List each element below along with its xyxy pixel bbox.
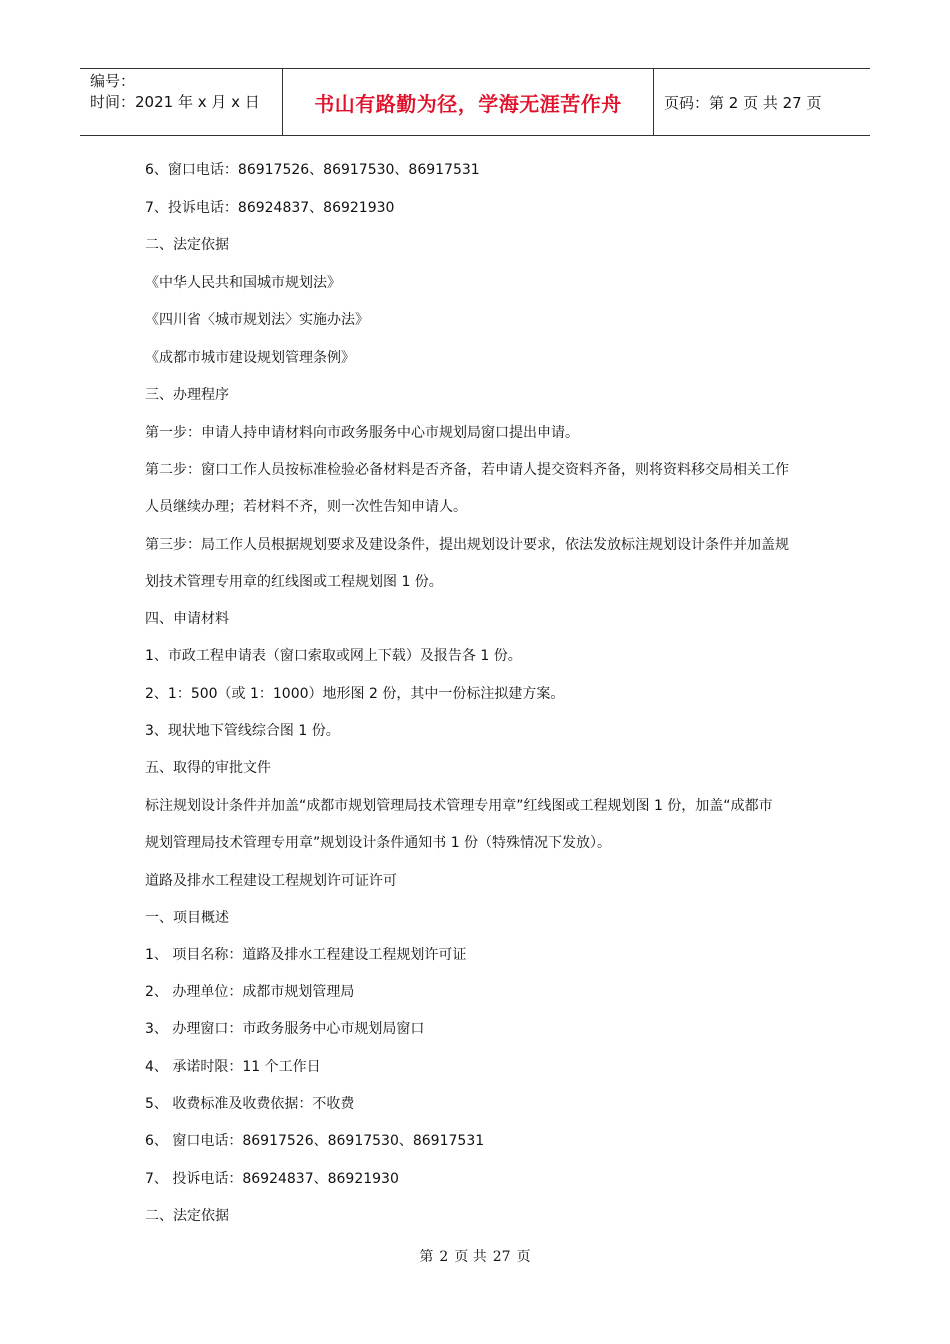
document-header — [80, 68, 870, 136]
body-line: 第一步：申请人持申请材料向市政务服务中心市规划局窗口提出申请。 — [145, 425, 579, 441]
body-line: 1、市政工程申请表（窗口索取或网上下载）及报告各 1 份。 — [145, 648, 522, 664]
section-heading: 一、项目概述 — [145, 910, 229, 926]
body-line: 第三步：局工作人员根据规划要求及建设条件，提出规划设计要求，依法发放标注规划设计条件并加盖规 — [145, 537, 789, 553]
body-line: 3、现状地下管线综合图 1 份。 — [145, 723, 340, 739]
body-line: 6、窗口电话：86917526、86917530、86917531 — [145, 162, 480, 178]
number-label: 编号： — [90, 72, 136, 90]
body-line: 3、 办理窗口：市政务服务中心市规划局窗口 — [145, 1021, 425, 1037]
section-heading: 二、法定依据 — [145, 1208, 229, 1224]
body-line: 第二步：窗口工作人员按标准检验必备材料是否齐备，若申请人提交资料齐备，则将资料移交局相关工作 — [145, 462, 789, 478]
page-indicator: 页码：第 2 页 共 27 页 — [664, 93, 822, 112]
section-heading: 四、申请材料 — [145, 611, 229, 627]
body-line: 2、1：500（或 1：1000）地形图 2 份，其中一份标注拟建方案。 — [145, 686, 565, 702]
body-line: 《中华人民共和国城市规划法》 — [145, 275, 341, 291]
body-line: 4、 承诺时限：11 个工作日 — [145, 1059, 321, 1075]
subsection-title: 道路及排水工程建设工程规划许可证许可 — [145, 873, 397, 889]
footer-page-number: 2 — [439, 1249, 449, 1265]
body-line: 5、 收费标准及收费依据：不收费 — [145, 1096, 355, 1112]
body-line: 规划管理局技术管理专用章”规划设计条件通知书 1 份（特殊情况下发放）。 — [145, 835, 612, 851]
body-line: 标注规划设计条件并加盖“成都市规划管理局技术管理专用章”红线图或工程规划图 1 份，加盖“成都市 — [145, 798, 773, 814]
body-line: 7、 投诉电话：86924837、86921930 — [145, 1171, 399, 1187]
body-line: 2、 办理单位：成都市规划管理局 — [145, 984, 355, 1000]
body-line: 划技术管理专用章的红线图或工程规划图 1 份。 — [145, 574, 443, 590]
page-footer — [0, 1246, 950, 1266]
footer-total-pages: 27 — [492, 1249, 511, 1265]
footer-mid: 页 共 — [454, 1249, 487, 1265]
body-line: 7、投诉电话：86924837、86921930 — [145, 200, 395, 216]
section-heading: 二、法定依据 — [145, 237, 229, 253]
section-heading: 三、办理程序 — [145, 387, 229, 403]
body-line: 6、 窗口电话：86917526、86917530、86917531 — [145, 1133, 485, 1149]
header-info-cell — [80, 69, 282, 135]
motto: 书山有路勤为径，学海无涯苦作舟 — [282, 69, 654, 135]
body-line: 人员继续办理；若材料不齐，则一次性告知申请人。 — [145, 499, 467, 515]
body-line: 《成都市城市建设规划管理条例》 — [145, 350, 355, 366]
body-line: 1、 项目名称：道路及排水工程建设工程规划许可证 — [145, 947, 467, 963]
body-line: 《四川省〈城市规划法〉实施办法》 — [145, 312, 369, 328]
time-label: 时间：2021 年 x 月 x 日 — [90, 93, 260, 111]
footer-prefix: 第 — [419, 1249, 434, 1265]
footer-suffix: 页 — [516, 1249, 531, 1265]
section-heading: 五、取得的审批文件 — [145, 760, 271, 776]
